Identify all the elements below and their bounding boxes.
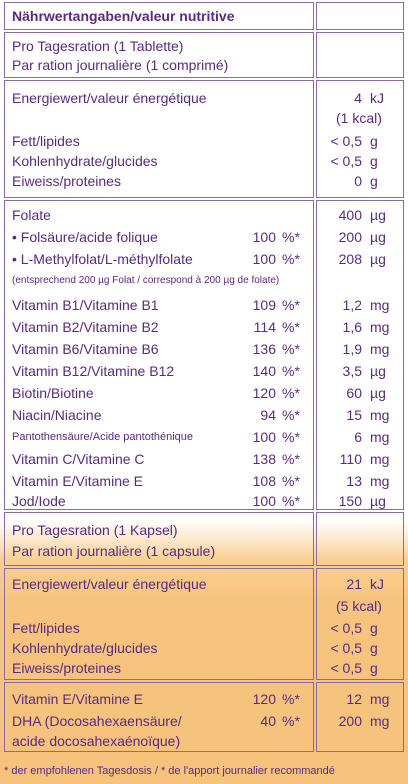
percent-unit: %* [282, 341, 300, 357]
folate-note: (entsprechend 200 µg Folat / correspond à 200 µg de folate) [12, 275, 280, 286]
dha-label-line-2: acide docosahexaénoïque) [12, 733, 181, 749]
capsule-ration-box-right [316, 512, 404, 566]
amount-value: 110 [339, 451, 362, 467]
capsule-ration-de: Pro Tagesration (1 Kapsel) [12, 522, 178, 538]
vitamin-row: Pantothensäure/Acide pantothénique [12, 431, 194, 443]
dha-row: DHA (Docosahexaensäure/ [12, 713, 182, 729]
energy-kcal: (1 kcal) [336, 110, 382, 126]
percent-value: 108 [252, 473, 276, 489]
percent-unit: %* [282, 473, 300, 489]
amount-unit: mg [370, 691, 390, 707]
capsule-macro-row: Kohlenhydrate/glucides [12, 640, 158, 656]
amount-value: < 0,5 [330, 620, 362, 636]
energy-label: Energiewert/valeur énergétique [12, 90, 207, 106]
percent-value: 138 [252, 451, 276, 467]
amount-unit: mg [370, 407, 390, 423]
amount-unit: mg [370, 473, 390, 489]
percent-value: 109 [252, 297, 276, 313]
amount-value: 1,9 [342, 341, 362, 357]
capsule-ration-fr: Par ration journalière (1 capsule) [12, 543, 216, 559]
amount-value: 150 [338, 493, 362, 509]
vitamin-row: Vitamin B1/Vitamine B1 [12, 297, 159, 313]
percent-value: 94 [260, 407, 276, 423]
amount-value: 1,6 [342, 319, 362, 335]
amount-value: < 0,5 [330, 133, 362, 149]
amount-value: 60 [346, 385, 362, 401]
percent-unit: %* [282, 407, 300, 423]
percent-value: 114 [253, 319, 276, 335]
amount-value: 21 [346, 576, 362, 592]
amount-unit: g [370, 660, 378, 676]
macro-row: Kohlenhydrate/glucides [12, 153, 158, 169]
amount-unit: µg [370, 493, 386, 509]
table-title: Nährwertangaben/valeur nutritive [12, 8, 235, 24]
amount-value: 208 [338, 251, 362, 267]
percent-value: 136 [252, 341, 276, 357]
amount-value: < 0,5 [330, 660, 362, 676]
folate-item-row: • L-Methylfolat/L-méthylfolate [12, 251, 193, 267]
amount-value: < 0,5 [330, 640, 362, 656]
percent-value: 100 [252, 429, 276, 445]
percent-value: 140 [252, 363, 276, 379]
vitamin-row: Vitamin B6/Vitamine B6 [12, 341, 159, 357]
capsule-vitamin-e-row: Vitamin E/Vitamine E [12, 691, 143, 707]
amount-unit: mg [370, 297, 390, 313]
amount-unit: mg [370, 319, 390, 335]
amount-unit: g [370, 620, 378, 636]
amount-value: 1,2 [342, 297, 362, 313]
percent-value: 120 [252, 691, 276, 707]
percent-unit: %* [282, 691, 300, 707]
amount-unit: kJ [370, 576, 384, 592]
vitamin-row: Biotin/Biotine [12, 385, 94, 401]
capsule-energy-kcal: (5 kcal) [336, 598, 382, 614]
percent-value: 40 [260, 713, 276, 729]
amount-unit: µg [370, 385, 386, 401]
macro-row: Eiweiss/proteines [12, 173, 121, 189]
amount-unit: mg [370, 429, 390, 445]
capsule-energy-label: Energiewert/valeur énergétique [12, 576, 207, 592]
amount-value: 13 [346, 473, 362, 489]
amount-unit: µg [370, 207, 386, 223]
amount-unit: kJ [370, 90, 384, 106]
amount-unit: µg [370, 251, 386, 267]
amount-unit: mg [370, 713, 390, 729]
vitamin-row: Niacin/Niacine [12, 407, 102, 423]
capsule-macro-row: Eiweiss/proteines [12, 660, 121, 676]
percent-unit: %* [282, 713, 300, 729]
nutrition-table [4, 2, 404, 760]
percent-unit: %* [282, 385, 300, 401]
amount-value: 400 [338, 207, 362, 223]
tablet-ration-box-right [316, 32, 404, 78]
amount-value: 6 [354, 429, 362, 445]
capsule-macro-row: Fett/lipides [12, 620, 80, 636]
percent-unit: %* [282, 229, 300, 245]
macro-row: Fett/lipides [12, 133, 80, 149]
amount-value: 15 [346, 407, 362, 423]
percent-value: 100 [252, 493, 276, 509]
percent-value: 100 [252, 251, 276, 267]
amount-value: 12 [346, 691, 362, 707]
amount-value: < 0,5 [330, 153, 362, 169]
amount-unit: g [370, 133, 378, 149]
percent-value: 100 [252, 229, 276, 245]
percent-unit: %* [282, 451, 300, 467]
amount-unit: g [370, 153, 378, 169]
header-box-right [316, 2, 404, 30]
amount-unit: mg [370, 341, 390, 357]
percent-unit: %* [282, 319, 300, 335]
ration-de: Pro Tagesration (1 Tablette) [12, 38, 184, 54]
amount-value: 4 [354, 90, 362, 106]
folate-item-row: • Folsäure/acide folique [12, 229, 158, 245]
percent-unit: %* [282, 363, 300, 379]
amount-unit: g [370, 640, 378, 656]
amount-unit: mg [370, 451, 390, 467]
folate-row: Folate [12, 207, 51, 223]
amount-unit: µg [370, 229, 386, 245]
amount-unit: g [370, 173, 378, 189]
amount-value: 200 [338, 713, 362, 729]
amount-value: 0 [354, 173, 362, 189]
footnote: * der empfohlenen Tagesdosis / * de l'apport journalier recommandé [4, 765, 335, 777]
percent-value: 120 [252, 385, 276, 401]
percent-unit: %* [282, 297, 300, 313]
amount-value: 200 [338, 229, 362, 245]
ration-fr: Par ration journalière (1 comprimé) [12, 57, 229, 73]
vitamin-row: Vitamin E/Vitamine E [12, 473, 143, 489]
percent-unit: %* [282, 429, 300, 445]
vitamin-row: Vitamin C/Vitamine C [12, 451, 145, 467]
amount-unit: µg [370, 363, 386, 379]
percent-unit: %* [282, 493, 300, 509]
vitamin-row: Vitamin B2/Vitamine B2 [12, 319, 159, 335]
vitamin-row: Vitamin B12/Vitamine B12 [12, 363, 175, 379]
percent-unit: %* [282, 251, 300, 267]
amount-value: 3,5 [342, 363, 362, 379]
vitamin-row: Jod/Iode [12, 493, 66, 509]
